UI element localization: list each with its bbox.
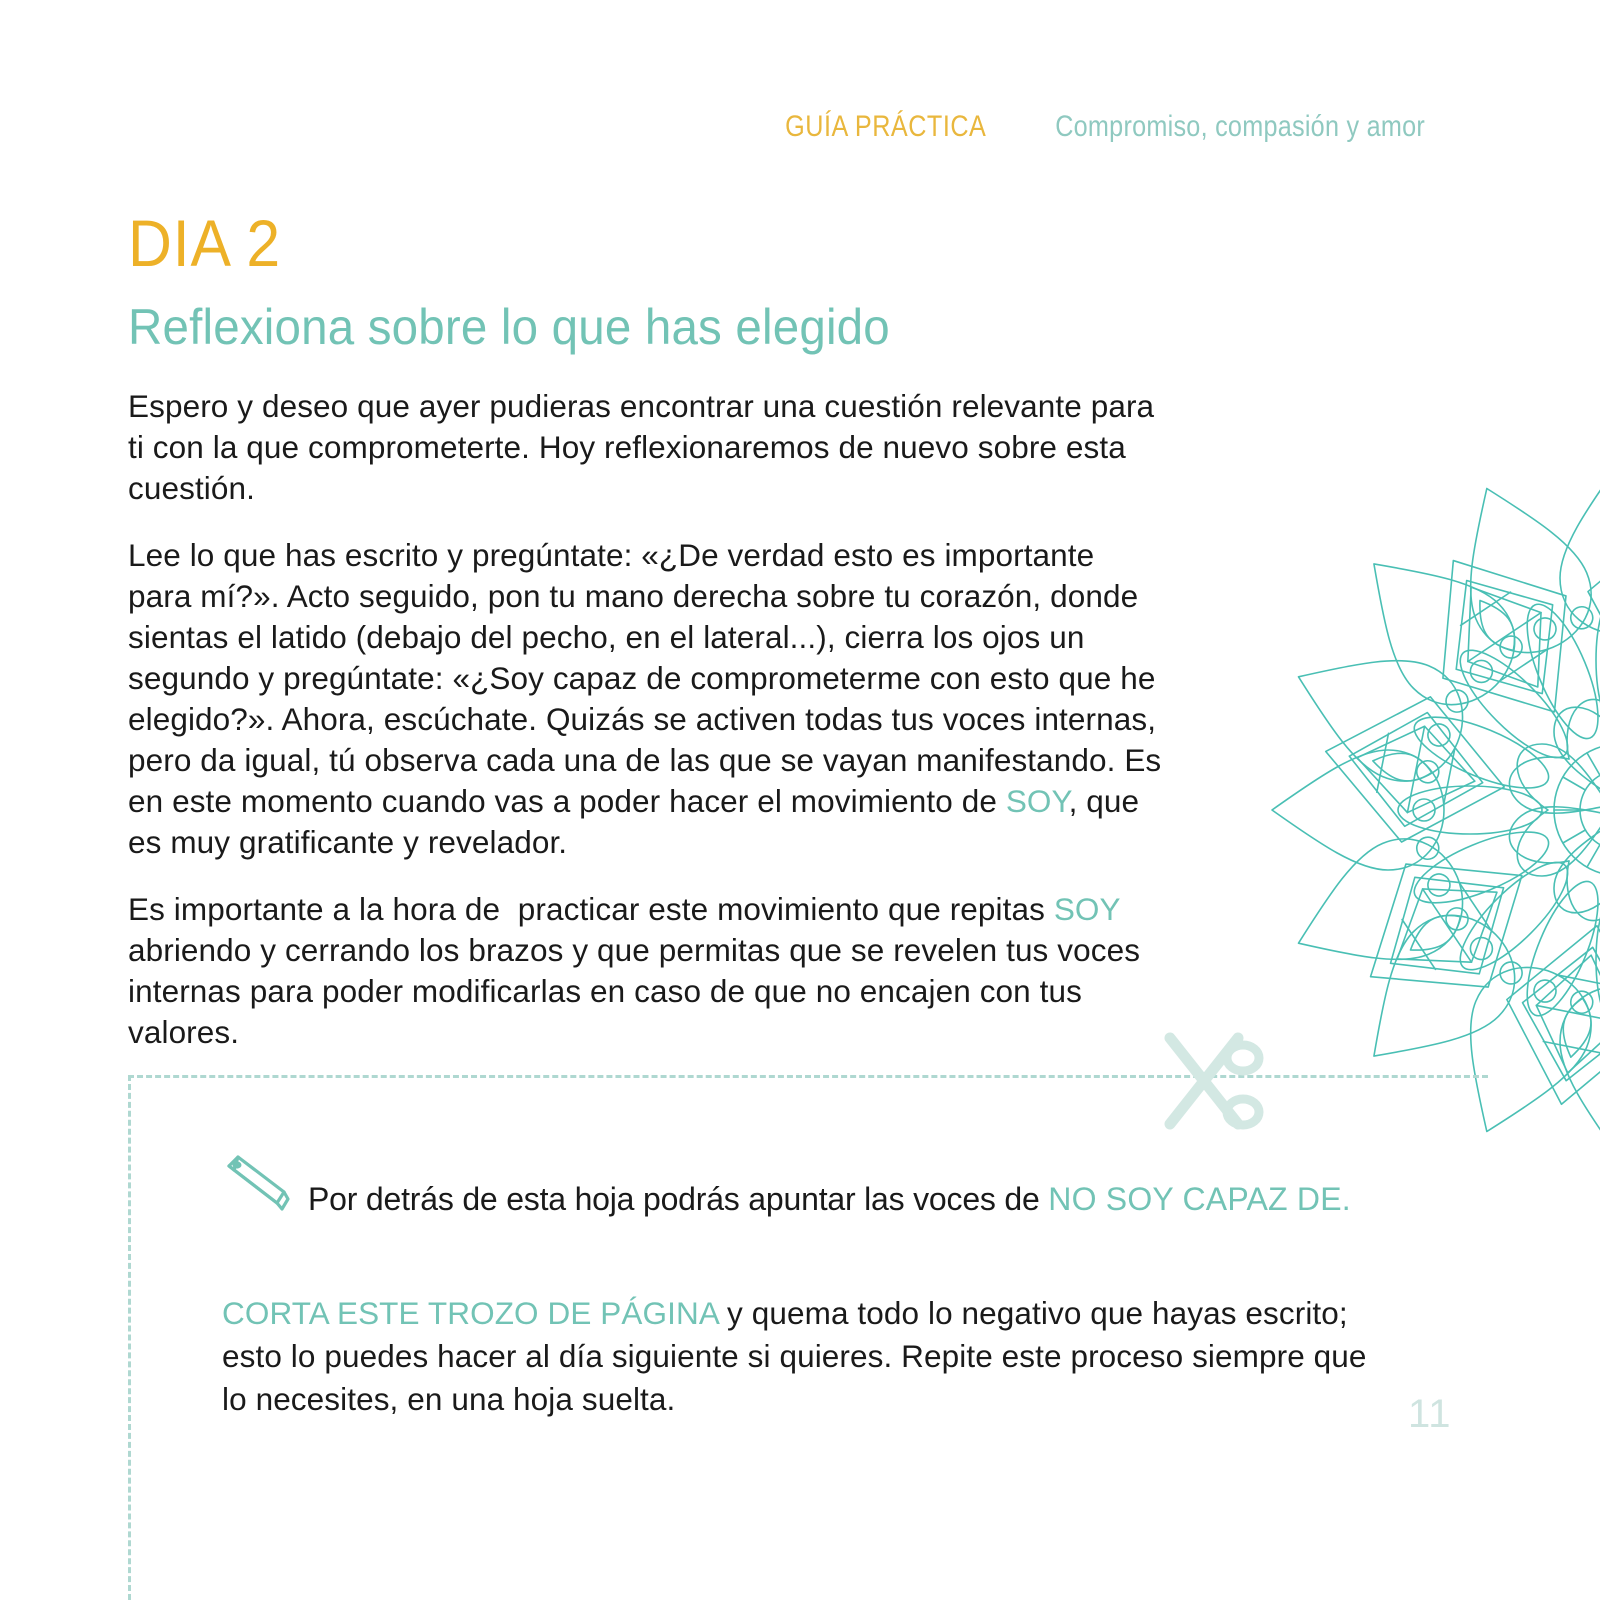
back-of-page-note — [308, 1178, 1428, 1220]
soy-highlight-1: SOY — [1005, 783, 1069, 819]
soy-highlight-2: SOY — [1053, 891, 1121, 927]
paragraph-2-text-b: , que es muy gratificante y revelador. — [128, 783, 1148, 860]
running-header — [766, 110, 1460, 144]
running-header-guide-label: GUÍA PRÁCTICA — [785, 110, 987, 143]
body-copy — [128, 386, 1171, 1053]
paragraph-1: Espero y deseo que ayer pudieras encontrar una cuestión relevante para ti con la que comprometerte. Hoy reflexionaremos de nuevo sobre esta cuestión. — [128, 388, 1164, 506]
corta-highlight: CORTA ESTE TROZO DE PÁGINA — [222, 1295, 719, 1331]
paragraph-3 — [128, 889, 1163, 1053]
paragraph-3-text-a: Es importante a la hora de practicar este movimiento que repitas — [128, 891, 1054, 927]
cut-instructions-text: y quema todo lo negativo que hayas escrito; esto lo puedes hacer al día siguiente si quieres. Repite este proceso siempre que lo necesites, en una hoja suelta. — [222, 1295, 1367, 1417]
page-number: 11 — [1408, 1392, 1452, 1436]
paragraph-2-text-a: Lee lo que has escrito y pregúntate: «¿De verdad esto es importante para mí?». Acto seguido, pon tu mano derecha sobre tu corazón, donde sientas el latido (debajo del pecho, en el lateral...), cierra los ojos un segundo y pregúntate: «¿Soy capaz de comprometerme con esto que he elegido?». Ahora, escúchate. Quizás se activen todas tus voces internas, pero da igual, tú observa cada una de las que se vayan manifestando. Es en este momento cuando vas a poder hacer el movimiento de — [128, 537, 1171, 819]
paragraph-3-text-b: abriendo y cerrando los brazos y que permitas que se revelen tus voces internas para poder modificarlas en caso de que no encajen con tus valores. — [128, 891, 1149, 1050]
pencil-icon — [222, 1152, 296, 1214]
running-header-subject-label: Compromiso, compasión y amor — [1054, 110, 1425, 143]
no-soy-capaz-highlight: NO SOY CAPAZ DE. — [1048, 1181, 1351, 1217]
note-text: Por detrás de esta hoja podrás apuntar las voces de — [308, 1181, 1049, 1217]
cut-instructions — [222, 1292, 1382, 1421]
page-subtitle: Reflexiona sobre lo que has elegido — [128, 299, 890, 355]
paragraph-2 — [128, 535, 1171, 863]
page-title: DIA 2 — [128, 206, 282, 280]
